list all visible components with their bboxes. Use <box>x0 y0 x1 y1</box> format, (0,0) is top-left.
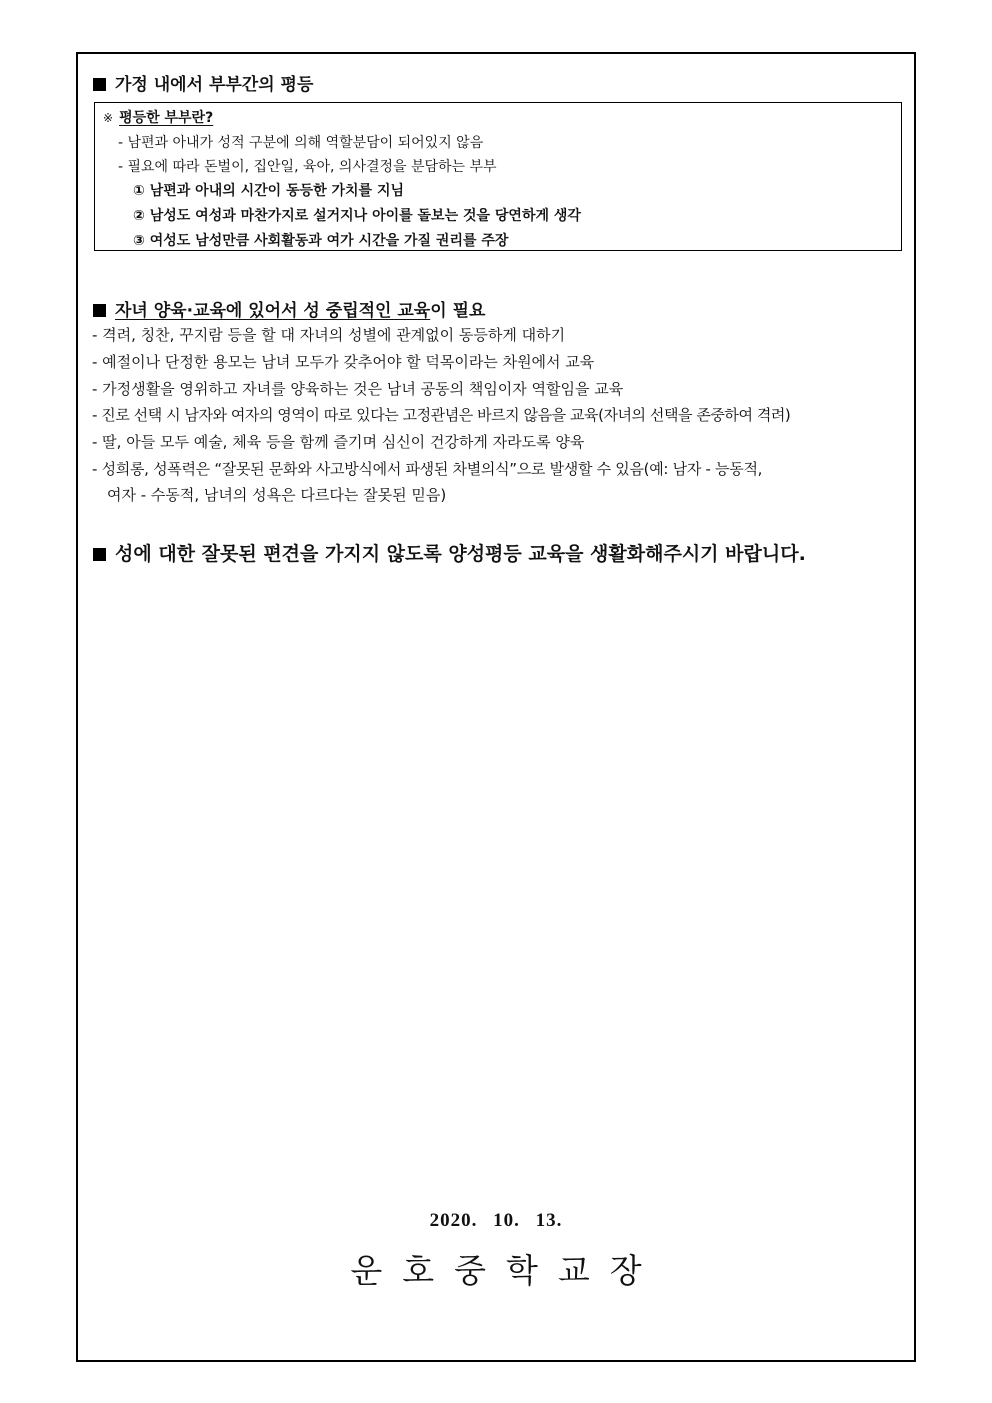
list-item-continuation: 여자 - 수동적, 남녀의 성욕은 다르다는 잘못된 믿음) <box>107 486 447 504</box>
section1-heading: 가정 내에서 부부간의 평등 <box>93 70 313 95</box>
list-item: - 격려, 칭찬, 꾸지람 등을 할 대 자녀의 성별에 관계없이 동등하게 대하기 <box>92 326 566 344</box>
box-numbered-item: ① 남편과 아내의 시간이 동등한 가치를 지님 <box>133 183 405 199</box>
square-bullet-icon <box>93 78 106 91</box>
section2-heading: 자녀 양육·교육에 있어서 성 중립적인 교육이 필요 <box>93 296 485 321</box>
square-bullet-icon <box>93 304 106 317</box>
section3-heading: 성에 대한 잘못된 편견을 가지지 않도록 양성평등 교육을 생활화해주시기 바랍니다. <box>93 539 806 566</box>
school-principal-signature: 운호중학교장 <box>350 1251 662 1290</box>
document-date: 2020. 10. 13. <box>429 1210 563 1231</box>
list-item: - 딸, 아들 모두 예술, 체육 등을 함께 즐기며 심신이 건강하게 자라도록 양육 <box>92 433 585 451</box>
list-item: - 예절이나 단정한 용모는 남녀 모두가 갖추어야 할 덕목이라는 차원에서 교육 <box>92 353 595 371</box>
list-item: - 성희롱, 성폭력은 “잘못된 문화와 사고방식에서 파생된 차별의식”으로 발생할 수 있음(예: 남자 - 능동적, <box>92 460 763 478</box>
box-numbered-item: ② 남성도 여성과 마찬가지로 설거지나 아이를 돌보는 것을 당연하게 생각 <box>133 208 581 224</box>
list-item: - 가정생활을 영위하고 자녀를 양육하는 것은 남녀 공동의 책임이자 역할임을 교육 <box>92 380 624 398</box>
box-dash-item: - 남편과 아내가 성적 구분에 의해 역할분담이 되어있지 않음 <box>118 135 484 151</box>
box-heading: ※ 평등한 부부란? <box>103 110 214 126</box>
square-bullet-icon <box>93 548 106 561</box>
box-numbered-item: ③ 여성도 남성만큼 사회활동과 여가 시간을 가질 권리를 주장 <box>133 233 509 249</box>
reference-mark-icon: ※ <box>103 111 114 125</box>
equal-couple-box <box>94 102 902 251</box>
list-item: - 진로 선택 시 남자와 여자의 영역이 따로 있다는 고정관념은 바르지 않음을 교육(자녀의 선택을 존중하여 격려) <box>92 406 791 424</box>
box-dash-item: - 필요에 따라 돈벌이, 집안일, 육아, 의사결정을 분담하는 부부 <box>118 159 497 175</box>
